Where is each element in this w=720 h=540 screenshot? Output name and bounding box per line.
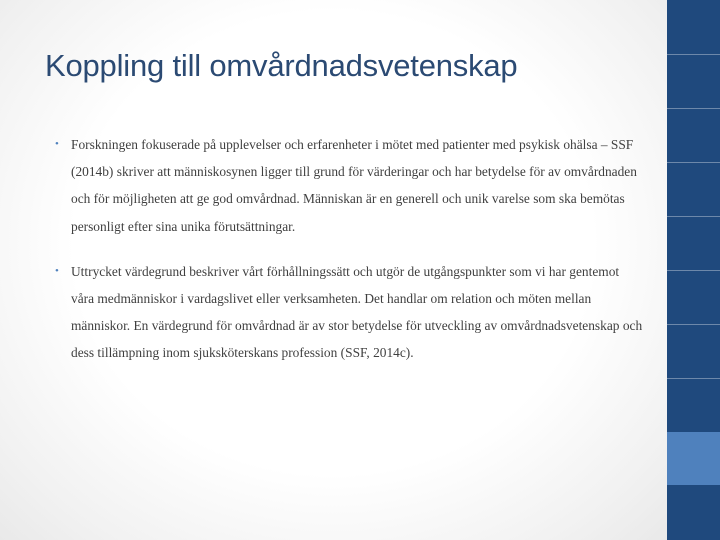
bullet-item (53, 131, 643, 240)
sidebar-divider (667, 162, 720, 163)
sidebar-divider (667, 108, 720, 109)
bullet-text: Forskningen fokuserade på upplevelser och erfarenheter i mötet med patienter med psykisk ohälsa – SSF (2014b) skriver att människosynen ligger till grund för värderingar och har betydelse för av omvårdnaden och för möjligheten att ge god omvårdnad. Människan är en generell och unik varelse som ska bemötas personligt efter sina unika förutsättningar. (71, 137, 637, 234)
slide-title: Koppling till omvårdnadsvetenskap (45, 48, 518, 83)
bullet-list (53, 131, 643, 385)
sidebar-divider (667, 216, 720, 217)
sidebar-accent-block (667, 432, 720, 485)
bullet-text: Uttrycket värdegrund beskriver vårt förhållningssätt och utgör de utgångspunkter som vi har gentemot våra medmänniskor i vardagslivet eller verksamheten. Det handlar om relation och möten mellan människor. En värdegrund för omvårdnad är av stor betydelse för utveckling av omvårdnadsvetenskap och dess tillämpning inom sjuksköterskans profession (SSF, 2014c). (71, 263, 643, 361)
bullet-marker: • (55, 264, 59, 277)
bullet-item (53, 258, 643, 367)
sidebar-divider (667, 54, 720, 55)
decorative-sidebar (667, 0, 720, 540)
sidebar-divider (667, 378, 720, 379)
bullet-marker: • (55, 138, 59, 150)
sidebar-divider (667, 324, 720, 325)
sidebar-divider (667, 270, 720, 271)
